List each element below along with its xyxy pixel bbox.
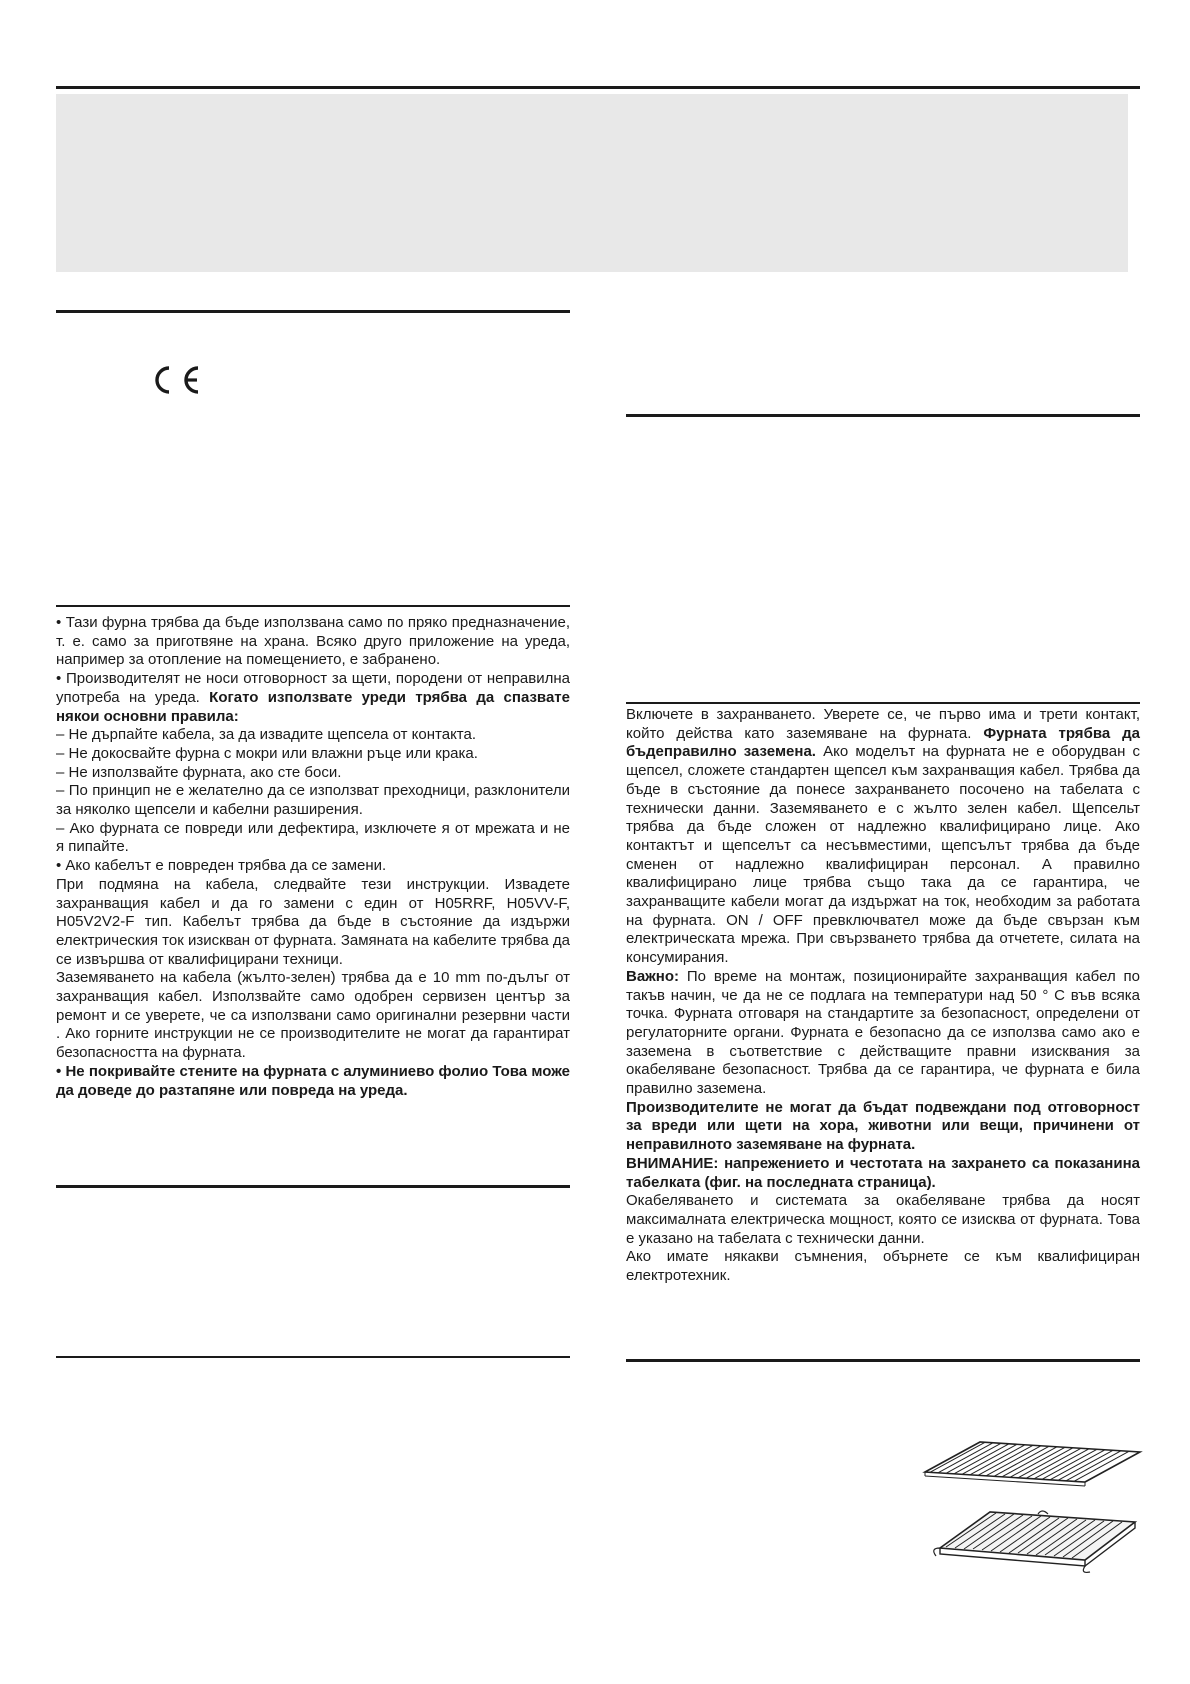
left_column-paragraph (56, 745, 570, 764)
section-rule-right-3 (626, 1359, 1140, 1362)
baking-tray-icon (934, 1511, 1135, 1572)
left_column-paragraph (56, 969, 570, 1063)
bold-text: Когато използвате уреди трябва да спазвате някои основни правила: (56, 688, 570, 725)
body-text: • Производителят не носи отговорност за щети, породени от неправилна употреба на уреда. (56, 670, 570, 706)
left_column-paragraph (56, 782, 570, 819)
section-rule-right-2 (626, 702, 1140, 704)
header-banner (56, 94, 1128, 272)
oven-racks-illustration (920, 1438, 1150, 1578)
left_column-paragraph (56, 670, 570, 726)
wire-shelf-icon (925, 1442, 1140, 1486)
body-text: По време на монтаж, позиционирайте захранващия кабел по такъв начин, че да не се подлага на температури над 50 ° С във всяка точка. Фурната отговаря на стандартите за безопасност, определени от регулаторните органи. Фурната е безопасно да се използва само ако е заземена в съответствие с действащите правни изисквания за окабеляване безопасност. Трябва да се гарантира, че фурната е била правилно заземена. (626, 967, 1140, 1098)
section-rule-right-1 (626, 414, 1140, 417)
left_column-paragraph (56, 614, 570, 670)
section-rule-left-3 (56, 1185, 570, 1188)
top-rule (56, 86, 1140, 89)
left_column-paragraph (56, 876, 570, 970)
body-text: Заземяването на кабела (жълто-зелен) трябва да е 10 mm по-дълъг от захранващия кабел. Използвайте само одобрен сервизен център за ремонт и се уверете, че са използвани само оригинални резервни части . Ако горните инструкции не се производителите не могат да гарантират безопасността на фурната. (56, 969, 570, 1062)
section-rule-left-2 (56, 605, 570, 607)
body-text: • Ако кабелът е повреден трябва да се замени. (56, 857, 387, 875)
left_column-paragraph (56, 857, 570, 876)
section-rule-left-4 (56, 1356, 570, 1358)
left_column-paragraph (56, 764, 570, 783)
bold-text: Важно: (626, 967, 680, 985)
right_column-paragraph (626, 1192, 1140, 1248)
right_column-paragraph (626, 1099, 1140, 1155)
bold-text: ВНИМАНИЕ: напрежението и честотата на захрането са показанина табелката (фиг. на последната страница). (626, 1154, 1140, 1191)
body-text: Включете в захранването. Уверете се, че първо има и трети контакт, който действа като заземяване на фурната. (626, 706, 1140, 742)
body-text: Окабеляването и системата за окабеляване трябва да носят максималната електрическа мощност, която се изисква от фурната. Това е указано на табелата с технически данни. (626, 1192, 1140, 1247)
body-text: При подмяна на кабела, следвайте тези инструкции. Извадете захранващия кабел и да го замени с един от H05RRF, H05VV-F, H05V2V2-F тип. Кабелът трябва да бъде в състояние да издържи електрическия ток изискван от фурната. Замяната на кабелите трябва да се извършва от квалифицирани техници. (56, 875, 570, 968)
ce-mark-icon (150, 362, 206, 398)
body-text: – Не докосвайте фурна с мокри или влажни ръце или крака. (56, 744, 478, 762)
bold-text: Фурната трябва да бъдеправилно заземена. (626, 724, 1140, 761)
body-text: Ако моделът на фурната не е оборудван с щепсел, сложете стандартен щепсел към захранващия кабел. Трябва да бъде в състояние да понесе захранването посочено на табелата с технически данни. Заземяването е с жълто зелен кабел. Щепсельт трябва да бъде сложен от надлежно квалифицирано лице. Ако контактът и щепселът са несъвместими, щепсълът трябва да бъде сменен от надлежно квалифициран персонал. А правилно квалифицирано лице трябва също така да се гарантира, че захранващите кабели могат да издържат на ток, необходим за работата на фурната. ON / OFF превключвател може да бъде свързан към електрическата мрежа. При свързването трябва да отчетете, силата на консумирания. (626, 743, 1140, 967)
safety-instructions-text (56, 614, 570, 1100)
body-text: – Не използвайте фурната, ако сте боси. (56, 763, 342, 781)
right_column-paragraph (626, 706, 1140, 968)
body-text: Ако имате някакви съмнения, обърнете се към квалифициран електротехник. (626, 1248, 1140, 1285)
body-text: – По принцип не е желателно да се използват преходници, разклонители за няколко щепсели и кабелни разширения. (56, 782, 570, 819)
electrical-connection-text (626, 706, 1140, 1286)
left_column-paragraph (56, 820, 570, 857)
bold-text: • Не покривайте стените на фурната с алуминиево фолио Това може да доведе до разтапяне или повреда на уреда. (56, 1062, 570, 1099)
body-text: • Тази фурна трябва да бъде използвана само по пряко предназначение, т. е. само за приготвяне на храна. Всяко друго приложение на уреда, например за отопление на помещението, е забранено. (56, 614, 570, 669)
bold-text: Производителите не могат да бъдат подвеждани под отговорност за вреди или щети на хора, животни или вещи, причинени от неправилното заземяване на фурната. (626, 1098, 1140, 1154)
left_column-paragraph (56, 1063, 570, 1100)
left_column-paragraph (56, 726, 570, 745)
body-text: – Ако фурната се повреди или дефектира, изключете я от мрежата и не я пипайте. (56, 819, 570, 856)
right_column-paragraph (626, 1155, 1140, 1192)
right_column-paragraph (626, 968, 1140, 1099)
right_column-paragraph (626, 1248, 1140, 1285)
body-text: – Не дърпайте кабела, за да извадите щепсела от контакта. (56, 726, 477, 744)
section-rule-left-1 (56, 310, 570, 313)
